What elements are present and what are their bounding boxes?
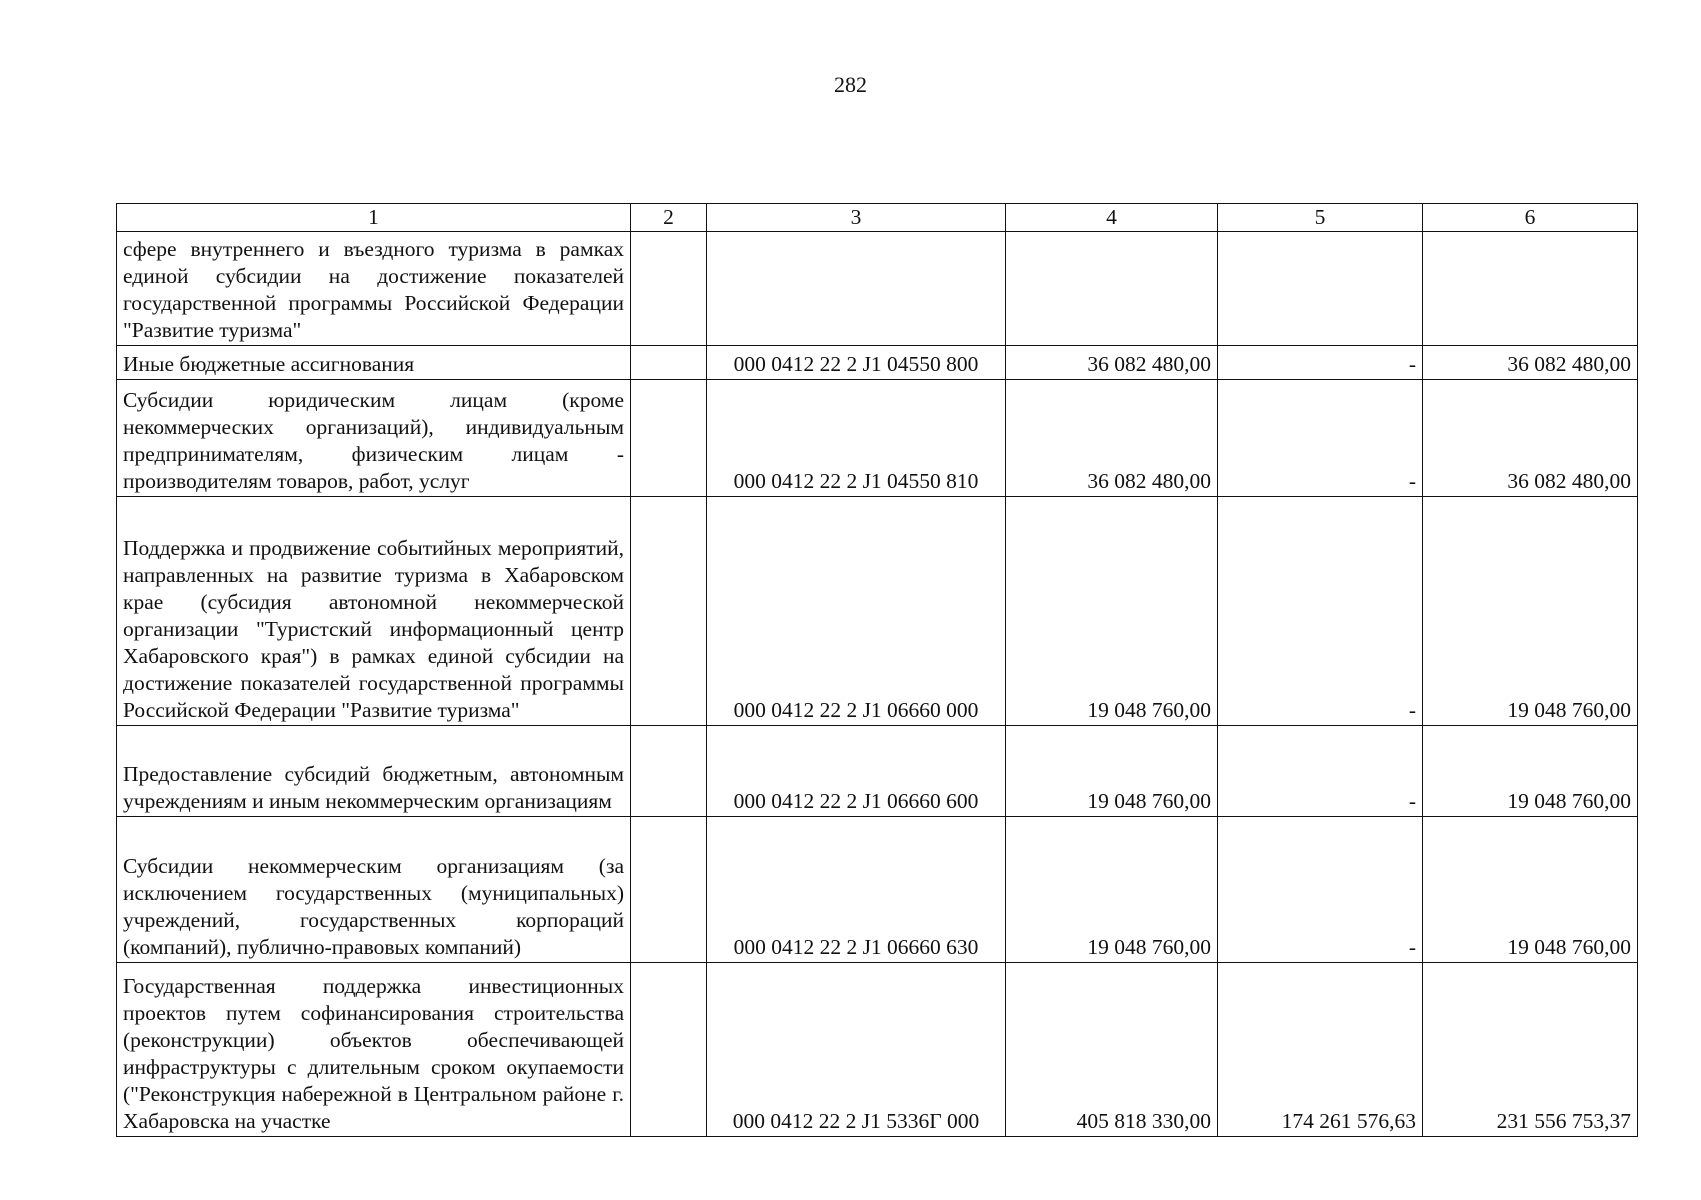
row-amount: 405 818 330,00 <box>1006 963 1218 1137</box>
row-col2 <box>631 497 707 726</box>
row-col6: 19 048 760,00 <box>1423 497 1638 726</box>
row-code: 000 0412 22 2 J1 04550 800 <box>707 346 1006 380</box>
row-code: 000 0412 22 2 J1 06660 600 <box>707 726 1006 817</box>
row-amount: 19 048 760,00 <box>1006 817 1218 963</box>
row-col5: - <box>1218 346 1423 380</box>
row-col5: - <box>1218 497 1423 726</box>
row-col2 <box>631 726 707 817</box>
table-row <box>117 232 1638 346</box>
row-code: 000 0412 22 2 J1 5336Г 000 <box>707 963 1006 1137</box>
row-col6 <box>1423 232 1638 346</box>
row-col2 <box>631 963 707 1137</box>
row-description: Иные бюджетные ассигнования <box>117 346 631 380</box>
table-header-row <box>117 204 1638 232</box>
row-code: 000 0412 22 2 J1 04550 810 <box>707 380 1006 497</box>
table-row <box>117 817 1638 963</box>
row-col5 <box>1218 232 1423 346</box>
row-col6: 231 556 753,37 <box>1423 963 1638 1137</box>
row-code <box>707 232 1006 346</box>
row-col6: 19 048 760,00 <box>1423 817 1638 963</box>
row-code: 000 0412 22 2 J1 06660 000 <box>707 497 1006 726</box>
column-header: 5 <box>1218 204 1423 232</box>
row-description: Предоставление субсидий бюджетным, автономным учреждениям и иным некоммерческим организациям <box>117 726 631 817</box>
row-amount <box>1006 232 1218 346</box>
budget-table <box>116 203 1638 1137</box>
row-col5: - <box>1218 726 1423 817</box>
row-description: Субсидии юридическим лицам (кроме некоммерческих организаций), индивидуальным предпринимателям, физическим лицам - производителям товаров, работ, услуг <box>117 380 631 497</box>
row-description: Субсидии некоммерческим организациям (за исключением государственных (муниципальных) учреждений, государственных корпораций (компаний), публично-правовых компаний) <box>117 817 631 963</box>
column-header: 2 <box>631 204 707 232</box>
row-amount: 36 082 480,00 <box>1006 380 1218 497</box>
row-col6: 19 048 760,00 <box>1423 726 1638 817</box>
table-row <box>117 346 1638 380</box>
row-col5: - <box>1218 380 1423 497</box>
column-header: 3 <box>707 204 1006 232</box>
row-amount: 19 048 760,00 <box>1006 497 1218 726</box>
row-col5: 174 261 576,63 <box>1218 963 1423 1137</box>
row-amount: 19 048 760,00 <box>1006 726 1218 817</box>
table-row <box>117 380 1638 497</box>
row-col5: - <box>1218 817 1423 963</box>
row-code: 000 0412 22 2 J1 06660 630 <box>707 817 1006 963</box>
row-description: Поддержка и продвижение событийных мероприятий, направленных на развитие туризма в Хабаровском крае (субсидия автономной некоммерческой организации "Туристский информационный центр Хабаровского края") в рамках единой субсидии на достижение показателей государственной программы Российской Федерации "Развитие туризма" <box>117 497 631 726</box>
column-header: 1 <box>117 204 631 232</box>
row-col2 <box>631 346 707 380</box>
row-description: Государственная поддержка инвестиционных проектов путем софинансирования строительства (реконструкции) объектов обеспечивающей инфраструктуры с длительным сроком окупаемости ("Реконструкция набережной в Центральном районе г. Хабаровска на участке <box>117 963 631 1137</box>
column-header: 6 <box>1423 204 1638 232</box>
table-row <box>117 963 1638 1137</box>
row-amount: 36 082 480,00 <box>1006 346 1218 380</box>
row-col2 <box>631 380 707 497</box>
row-col6: 36 082 480,00 <box>1423 380 1638 497</box>
table-row <box>117 726 1638 817</box>
page-number: 282 <box>834 72 867 97</box>
table-row <box>117 497 1638 726</box>
row-col2 <box>631 817 707 963</box>
column-header: 4 <box>1006 204 1218 232</box>
row-col2 <box>631 232 707 346</box>
row-description: сфере внутреннего и въездного туризма в рамках единой субсидии на достижение показателей государственной программы Российской Федерации "Развитие туризма" <box>117 232 631 346</box>
row-col6: 36 082 480,00 <box>1423 346 1638 380</box>
